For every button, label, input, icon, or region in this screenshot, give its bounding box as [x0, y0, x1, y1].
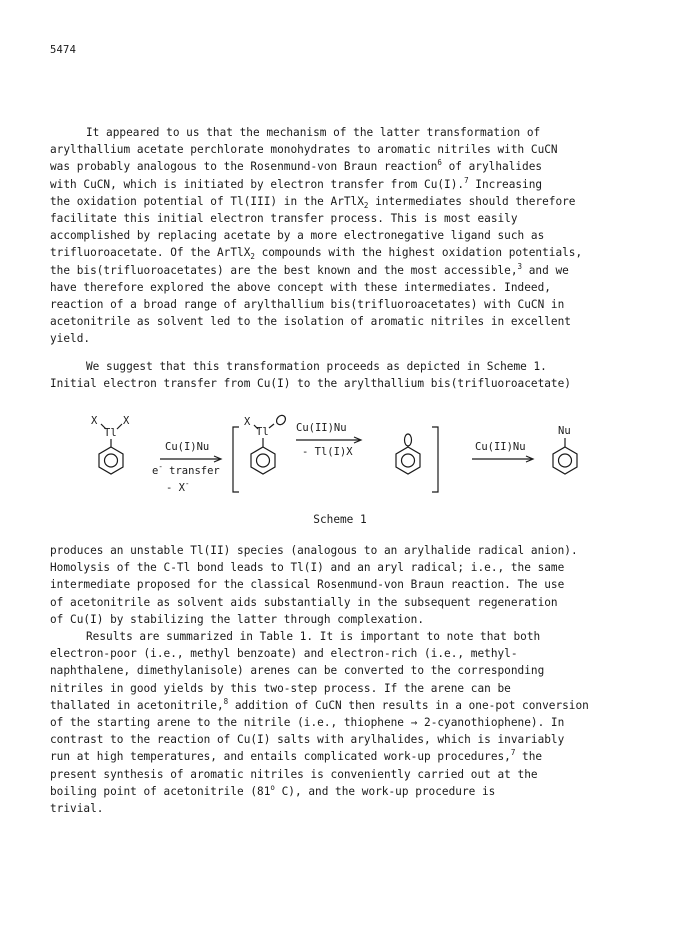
text-line: of the starting arene to the nitrile (i.e., thiophene → 2-cyanothiophene). In [50, 716, 565, 730]
text-line: arylthallium acetate perchlorate monohydrates to aromatic nitriles with CuCN [50, 143, 558, 157]
intermediate-x-bond [254, 425, 258, 429]
reactant-tl-label: Tl [104, 427, 117, 439]
reference-superscript: 8 [223, 696, 229, 706]
arrow-3-reagent: Cu(II)Nu [475, 441, 526, 453]
product-aromatic-circle [559, 454, 572, 467]
reactant-benzene-ring [99, 447, 123, 474]
radical-lobe [275, 414, 288, 427]
reference-superscript: 7 [510, 748, 516, 758]
text-line: naphthalene, dimethylanisole) arenes can be converted to the corresponding [50, 664, 545, 678]
paragraph-suggestion [50, 358, 630, 392]
text-fragment: thallated in acetonitrile, [50, 698, 224, 712]
intermediate-benzene-ring [251, 447, 275, 474]
text-line: Homolysis of the C-Tl bond leads to Tl(I) and an aryl radical; i.e., the same [50, 561, 565, 575]
text-line [50, 176, 630, 193]
page-number: 5474 [50, 44, 77, 56]
text-line: trivial. [50, 802, 104, 816]
text-line: It appeared to us that the mechanism of the latter transformation of [86, 126, 541, 139]
reactant-aromatic-circle [105, 454, 118, 467]
text-fragment: was probably analogous to the Rosenmund-von Braun reaction [50, 160, 438, 174]
text-fragment: and we [522, 263, 569, 277]
reference-superscript: 7 [464, 175, 469, 185]
text-line [50, 697, 630, 714]
paragraph-results [50, 628, 630, 817]
intermediate-x-label: X [244, 416, 251, 428]
subscript: 2 [250, 252, 255, 262]
radical-aromatic-circle [402, 454, 415, 467]
intermediate-tl-label: Tl [256, 426, 269, 438]
text-line: nitriles in good yields by this two-step process. If the arene can be [50, 681, 511, 695]
text-line [50, 193, 630, 210]
text-line: contrast to the reaction of Cu(I) salts with arylhalides, which is invariably [50, 733, 565, 747]
text-line: produces an unstable Tl(II) species (analogous to an arylhalide radical anion). [50, 544, 578, 557]
text-fragment: trifluoroacetate. Of the ArTlX [50, 246, 251, 260]
text-line: of acetonitrile as solvent aids substantially in the subsequent regeneration [50, 595, 558, 609]
text-line: have therefore explored the above concept with these intermediates. Indeed, [50, 280, 551, 294]
arrow-3-head [526, 456, 533, 462]
text-fragment: with CuCN, which is initiated by electron transfer from Cu(I). [50, 177, 465, 191]
arrow-1-reagent: Cu(I)Nu [165, 441, 210, 453]
text-fragment: addition of CuCN then results in a one-pot conversion [228, 698, 589, 712]
intermediate-aromatic-circle [257, 454, 270, 467]
product-benzene-ring [553, 447, 577, 474]
text-fragment: the bis(trifluoroacetates) are the best known and the most accessible, [50, 263, 518, 277]
text-line: present synthesis of aromatic nitriles is conveniently carried out at the [50, 767, 538, 781]
text-fragment: boiling point of acetonitrile (81 [50, 784, 271, 798]
text-line: accomplished by replacing acetate by a more electronegative ligand such as [50, 229, 545, 243]
text-line [50, 244, 630, 261]
text-line: We suggest that this transformation proceeds as depicted in Scheme 1. [86, 360, 547, 373]
aryl-radical-orbital [405, 434, 412, 446]
arrow-1-condition-loss-x: - X- [166, 479, 190, 494]
text-line [50, 783, 630, 800]
text-line: of Cu(I) by stabilizing the latter through complexation. [50, 612, 425, 626]
bracket-right [432, 427, 438, 492]
scheme-caption: Scheme 1 [313, 513, 367, 526]
arrow-2-reagent: Cu(II)Nu [296, 422, 347, 434]
text-fragment: C), and the work-up procedure is [274, 784, 496, 798]
paragraph-tl-ii-species [50, 542, 630, 628]
product-nu-label: Nu [558, 425, 571, 437]
reference-superscript: 6 [437, 158, 442, 168]
bracket-left [233, 427, 239, 492]
text-fragment: intermediates should therefore [368, 194, 576, 208]
text-fragment: run at high temperatures, and entails complicated work-up procedures, [50, 750, 511, 764]
intermediate-tl-o-bond [269, 424, 274, 428]
reactant-x1-bond [101, 424, 106, 429]
reactant-x1-label: X [91, 415, 98, 427]
text-line [50, 262, 630, 279]
degree-superscript: o [270, 782, 275, 792]
text-line: Initial electron transfer from Cu(I) to the arylthallium bis(trifluoroacetate) [50, 377, 571, 391]
reactant-x2-bond [117, 424, 122, 429]
text-line [50, 158, 630, 175]
text-fragment: of arylhalides [441, 160, 543, 174]
reactant-x2-label: X [123, 415, 130, 427]
text-line: facilitate this initial electron transfer process. This is most easily [50, 212, 518, 226]
reference-superscript: 3 [517, 261, 523, 271]
arrow-1-head [214, 456, 221, 462]
radical-benzene-ring [396, 447, 420, 474]
text-line: reaction of a broad range of arylthallium bis(trifluoroacetates) with CuCN in [50, 298, 565, 312]
text-line [50, 748, 630, 765]
text-line: Results are summarized in Table 1. It is important to note that both [86, 630, 541, 643]
text-line: electron-poor (i.e., methyl benzoate) and electron-rich (i.e., methyl- [50, 647, 518, 661]
paragraph-mechanism [50, 124, 630, 348]
text-line: acetonitrile as solvent led to the isolation of aromatic nitriles in excellent [50, 315, 571, 329]
text-fragment: Increasing [468, 177, 543, 191]
text-fragment: the oxidation potential of Tl(III) in the ArTlX [50, 194, 364, 208]
text-line: intermediate proposed for the classical Rosenmund-von Braun reaction. The use [50, 578, 565, 592]
arrow-2-head [354, 437, 361, 443]
arrow-2-byproduct: - Tl(I)X [302, 446, 353, 458]
text-line: yield. [50, 332, 91, 346]
text-fragment: the [515, 750, 543, 764]
subscript: 2 [363, 200, 369, 210]
arrow-1-condition-electron-transfer: e- transfer [152, 462, 220, 477]
text-fragment: compounds with the highest oxidation potentials, [254, 246, 583, 260]
